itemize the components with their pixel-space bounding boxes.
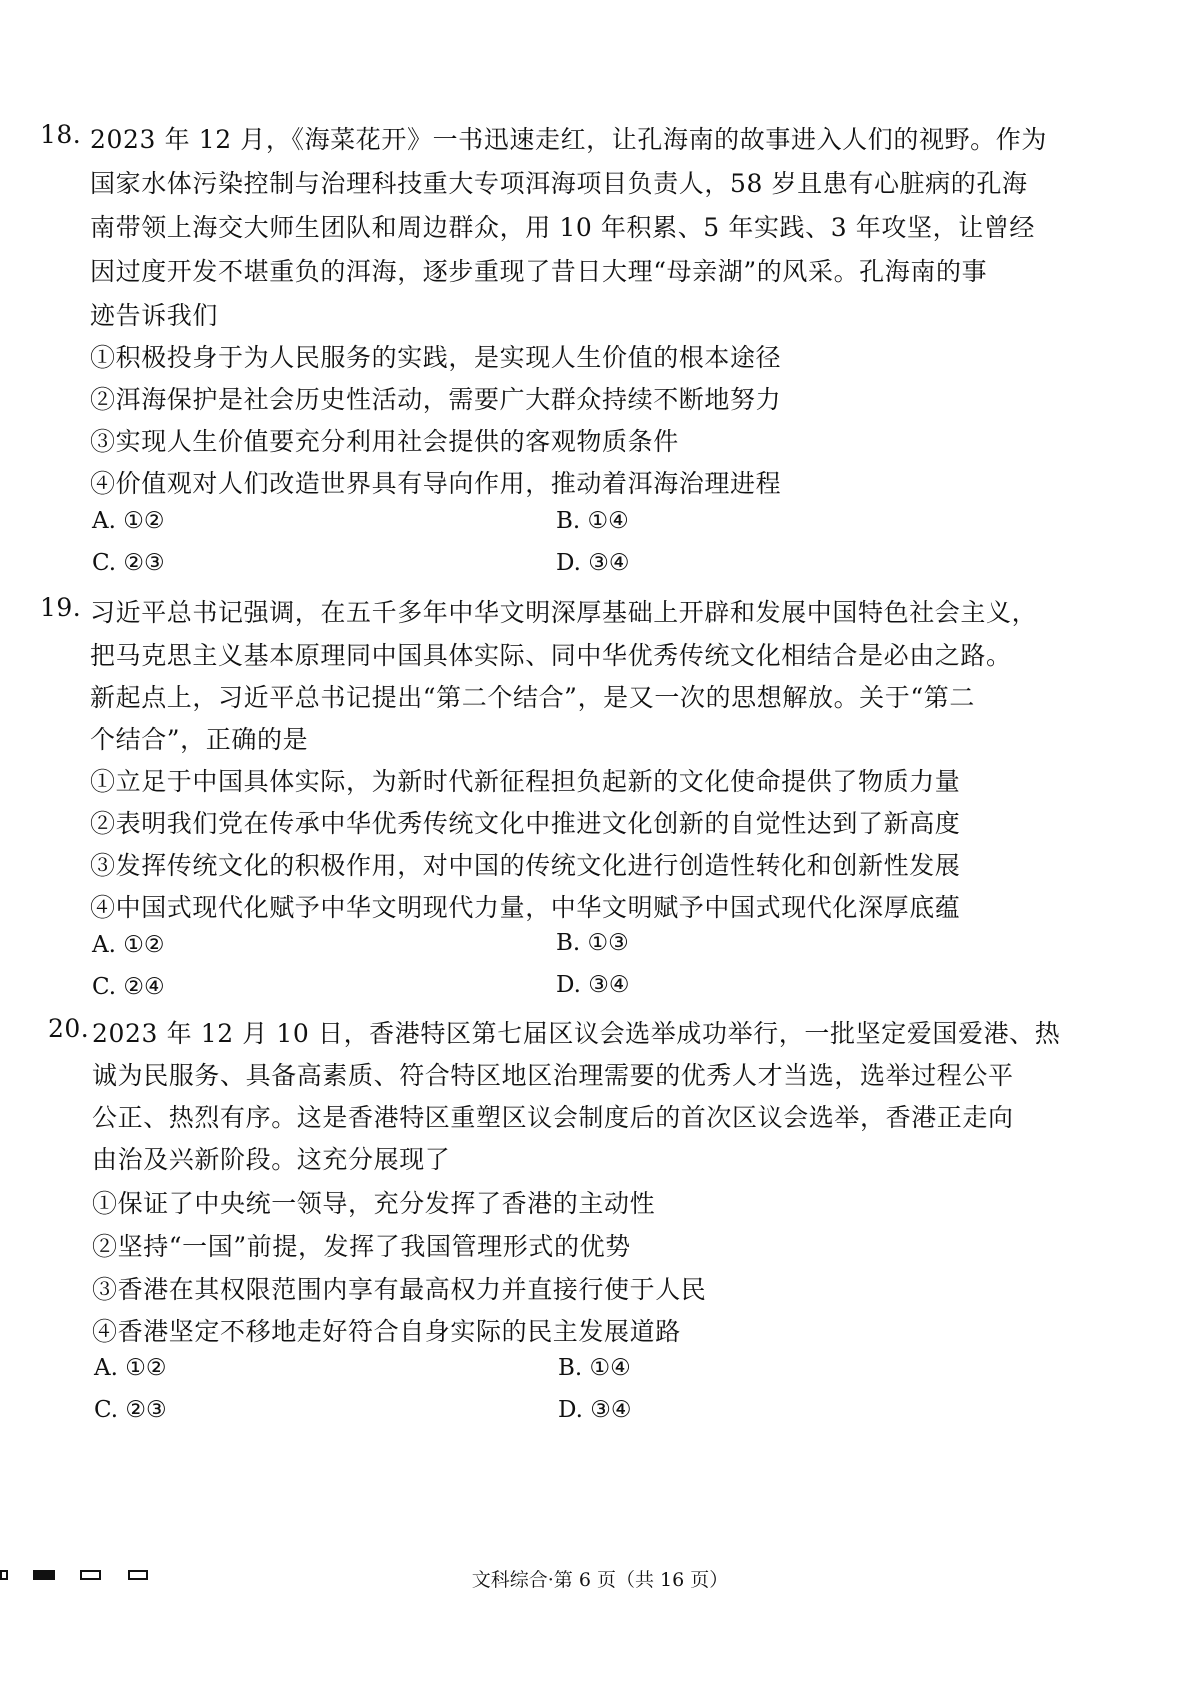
statement: ④中国式现代化赋予中华文明现代力量，中华文明赋予中国式现代化深厚底蕴 xyxy=(90,893,961,922)
statement: ③香港在其权限范围内享有最高权力并直接行使于人民 xyxy=(92,1275,707,1304)
question-stem-line: 迹告诉我们 xyxy=(90,301,219,330)
question-stem-line: 新起点上，习近平总书记提出“第二个结合”，是又一次的思想解放。关于“第二 xyxy=(90,683,975,712)
option-b: B. ①④ xyxy=(556,508,629,534)
question-number: 20. xyxy=(48,1014,90,1043)
statement: ④价值观对人们改造世界具有导向作用，推动着洱海治理进程 xyxy=(90,469,782,498)
option-a: A. ①② xyxy=(94,1355,167,1381)
question-number: 18. xyxy=(40,120,82,149)
option-d: D. ③④ xyxy=(556,972,630,998)
option-d: D. ③④ xyxy=(556,550,630,576)
option-b: B. ①③ xyxy=(556,930,629,956)
question-stem-line: 南带领上海交大师生团队和周边群众，用 10 年积累、5 年实践、3 年攻坚，让曾经 xyxy=(90,213,1036,242)
statement: ①立足于中国具体实际，为新时代新征程担负起新的文化使命提供了物质力量 xyxy=(90,767,961,796)
question-stem-line: 2023 年 12 月，《海菜花开》一书迅速走红，让孔海南的故事进入人们的视野。作为 xyxy=(90,125,1047,154)
question-stem-line: 公正、热烈有序。这是香港特区重塑区议会制度后的首次区议会选举，香港正走向 xyxy=(92,1103,1014,1132)
statement: ③发挥传统文化的积极作用，对中国的传统文化进行创造性转化和创新性发展 xyxy=(90,851,961,880)
option-b: B. ①④ xyxy=(558,1355,631,1381)
statement: ③实现人生价值要充分利用社会提供的客观物质条件 xyxy=(90,427,679,456)
question-stem-line: 由治及兴新阶段。这充分展现了 xyxy=(92,1145,451,1174)
option-d: D. ③④ xyxy=(558,1397,632,1423)
question-stem-line: 国家水体污染控制与治理科技重大专项洱海项目负责人，58 岁且患有心脏病的孔海 xyxy=(90,169,1028,198)
question-stem-line: 个结合”，正确的是 xyxy=(90,725,309,754)
statement: ④香港坚定不移地走好符合自身实际的民主发展道路 xyxy=(92,1317,681,1346)
statement: ②洱海保护是社会历史性活动，需要广大群众持续不断地努力 xyxy=(90,385,782,414)
question-stem-line: 因过度开发不堪重负的洱海，逐步重现了昔日大理“母亲湖”的风采。孔海南的事 xyxy=(90,257,988,286)
question-stem-line: 诚为民服务、具备高素质、符合特区地区治理需要的优秀人才当选，选举过程公平 xyxy=(92,1061,1014,1090)
statement: ①保证了中央统一领导，充分发挥了香港的主动性 xyxy=(92,1189,656,1218)
option-a: A. ①② xyxy=(92,932,165,958)
question-stem-line: 习近平总书记强调，在五千多年中华文明深厚基础上开辟和发展中国特色社会主义， xyxy=(90,598,1038,627)
page-footer: 文科综合·第 6 页（共 16 页） xyxy=(471,1569,729,1591)
statement: ②表明我们党在传承中华优秀传统文化中推进文化创新的自觉性达到了新高度 xyxy=(90,809,961,838)
question-stem-line: 把马克思主义基本原理同中国具体实际、同中华优秀传统文化相结合是必由之路。 xyxy=(90,641,1012,670)
question-stem-line: 2023 年 12 月 10 日，香港特区第七届区议会选举成功举行，一批坚定爱国爱港、热 xyxy=(92,1019,1061,1048)
question-number: 19. xyxy=(40,593,82,622)
option-c: C. ②③ xyxy=(92,550,165,576)
option-c: C. ②③ xyxy=(94,1397,167,1423)
statement: ②坚持“一国”前提，发挥了我国管理形式的优势 xyxy=(92,1232,631,1261)
option-c: C. ②④ xyxy=(92,974,165,1000)
option-a: A. ①② xyxy=(92,508,165,534)
statement: ①积极投身于为人民服务的实践，是实现人生价值的根本途径 xyxy=(90,343,782,372)
